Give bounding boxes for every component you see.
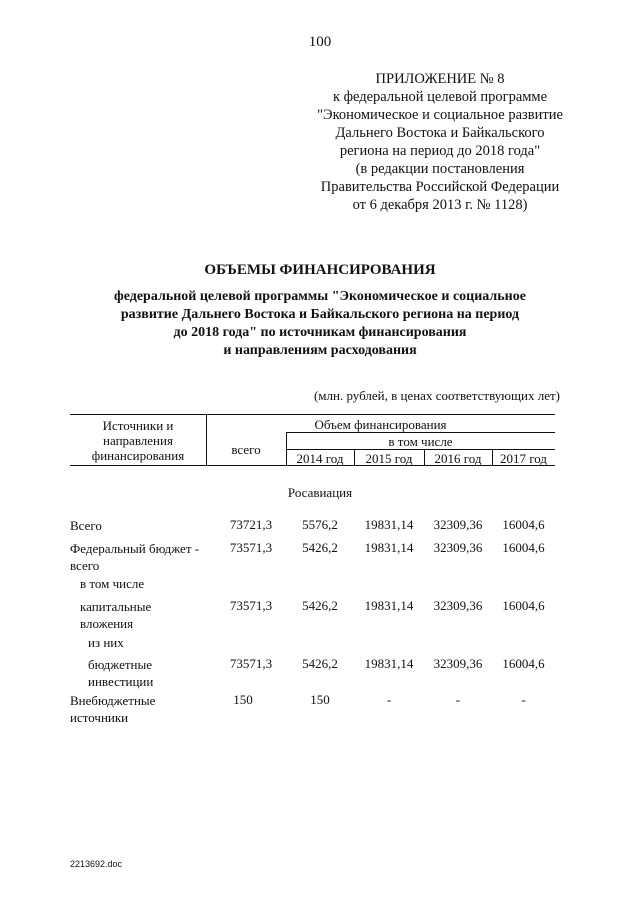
units-note: (млн. рублей, в ценах соответствующих лет) bbox=[313, 388, 560, 403]
header-sources-line: Источники и bbox=[102, 418, 174, 433]
header-year: 2014 год bbox=[296, 451, 344, 466]
row-label: Всего bbox=[70, 518, 102, 533]
cell-total: 73571,3 bbox=[229, 540, 273, 555]
document-subtitle bbox=[60, 288, 580, 360]
cell-2016: 32309,36 bbox=[433, 517, 483, 532]
annex-line: ПРИЛОЖЕНИЕ № 8 bbox=[375, 71, 505, 87]
cell-total: 73721,3 bbox=[229, 517, 273, 532]
cell-2014: 5426,2 bbox=[302, 598, 338, 613]
header-volume: Объем финансирования bbox=[314, 417, 447, 432]
subtitle-line: до 2018 года" по источникам финансирования bbox=[173, 325, 467, 340]
cell-total: 73571,3 bbox=[229, 656, 273, 671]
cell-2014: 5426,2 bbox=[302, 540, 338, 555]
page-number: 100 bbox=[308, 34, 332, 50]
row-label: бюджетные инвестиции bbox=[88, 657, 154, 689]
cell-2016: 32309,36 bbox=[433, 598, 483, 613]
annex-block bbox=[290, 70, 590, 214]
document-title: ОБЪЕМЫ ФИНАНСИРОВАНИЯ bbox=[204, 262, 436, 278]
annex-line: "Экономическое и социальное развитие bbox=[317, 107, 563, 123]
annex-line: Правительства Российской Федерации bbox=[320, 179, 560, 195]
row-label: Внебюджетные источники bbox=[70, 693, 156, 725]
row-label: Федеральный бюджет - всего bbox=[70, 541, 200, 573]
subtitle-line: федеральной целевой программы "Экономическое и социальное bbox=[114, 289, 526, 304]
cell-2017: 16004,6 bbox=[502, 540, 545, 555]
cell-2015: 19831,14 bbox=[364, 598, 414, 613]
subtitle-line: и направлениям расходования bbox=[223, 343, 417, 358]
annex-line: Дальнего Востока и Байкальского bbox=[335, 125, 545, 141]
cell-2015: - bbox=[386, 692, 392, 707]
cell-2015: 19831,14 bbox=[364, 656, 414, 671]
row-label: в том числе bbox=[80, 576, 145, 591]
cell-2017: 16004,6 bbox=[502, 656, 545, 671]
header-sources-line: направления bbox=[103, 433, 173, 448]
header-year: 2017 год bbox=[500, 451, 547, 466]
row-label: из них bbox=[88, 635, 124, 650]
annex-line: от 6 декабря 2013 г. № 1128) bbox=[352, 197, 528, 213]
header-year: 2016 год bbox=[434, 451, 482, 466]
subtitle-line: развитие Дальнего Востока и Байкальского региона на период bbox=[120, 307, 520, 322]
cell-total: 73571,3 bbox=[229, 598, 273, 613]
header-total: всего bbox=[231, 442, 261, 457]
cell-2015: 19831,14 bbox=[364, 517, 414, 532]
cell-2014: 5576,2 bbox=[302, 517, 338, 532]
cell-2016: - bbox=[455, 692, 461, 707]
header-sources bbox=[70, 418, 206, 463]
header-top-line bbox=[70, 414, 555, 415]
header-year: 2015 год bbox=[365, 451, 413, 466]
cell-2017: 16004,6 bbox=[502, 598, 545, 613]
header-sources-line: финансирования bbox=[91, 448, 185, 463]
header-years-line bbox=[286, 449, 555, 450]
cell-2014: 5426,2 bbox=[302, 656, 338, 671]
cell-2015: 19831,14 bbox=[364, 540, 414, 555]
cell-2016: 32309,36 bbox=[433, 540, 483, 555]
annex-line: к федеральной целевой программе bbox=[332, 89, 548, 105]
cell-2017: - bbox=[521, 692, 526, 707]
file-reference: 2213692.doc bbox=[70, 859, 123, 869]
header-including: в том числе bbox=[388, 434, 453, 449]
row-label: капитальные вложения bbox=[80, 599, 152, 631]
cell-2016: 32309,36 bbox=[433, 656, 483, 671]
section-title: Росавиация bbox=[287, 485, 353, 500]
cell-2014: 150 bbox=[310, 692, 330, 707]
cell-total: 150 bbox=[233, 692, 253, 707]
annex-line: региона на период до 2018 года" bbox=[339, 143, 541, 159]
annex-line: (в редакции постановления bbox=[355, 161, 525, 177]
cell-2017: 16004,6 bbox=[502, 517, 545, 532]
header-mid-line bbox=[286, 432, 555, 433]
